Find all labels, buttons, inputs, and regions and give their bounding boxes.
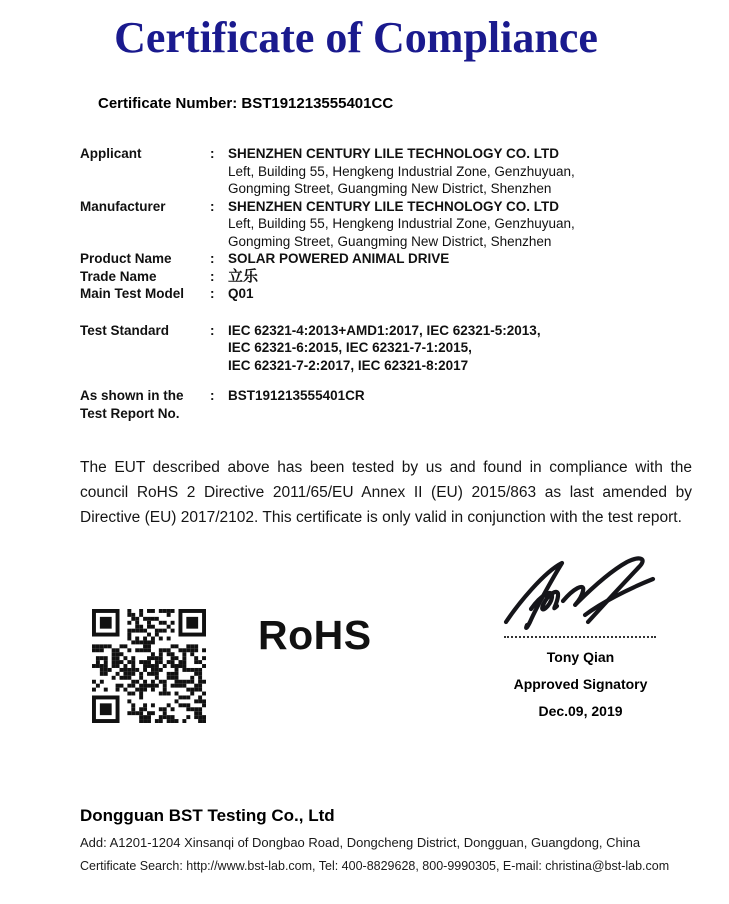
trade-name-value: 立乐	[228, 267, 259, 285]
trade-name-label: Trade Name	[80, 268, 157, 284]
compliance-statement: The EUT described above has been tested by us and found in compliance with the council RoHS 2 Directive 2011/65/EU Annex II (EU) 2015/863 as last amended by Directive (EU) 2017/2102. This certificate is only valid in conjunction with the test report.	[80, 459, 692, 526]
signature-block	[488, 556, 673, 725]
spacer	[80, 303, 660, 322]
applicant-name: SHENZHEN CENTURY LILE TECHNOLOGY CO. LTD	[228, 146, 560, 161]
qr-code-graphic	[92, 607, 206, 725]
field-colon: :	[210, 251, 215, 266]
applicant-label: Applicant	[80, 146, 142, 161]
manufacturer-address-line2: Gongming Street, Guangming New District, Shenzhen	[228, 233, 552, 249]
field-row-applicant	[80, 145, 660, 198]
manufacturer-name: SHENZHEN CENTURY LILE TECHNOLOGY CO. LTD	[228, 198, 560, 214]
field-row-test-standard	[80, 322, 660, 375]
page-title: Certificate of Compliance	[114, 13, 598, 62]
applicant-value	[228, 145, 660, 198]
certificate-fields	[80, 145, 660, 422]
field-row-product-name	[80, 250, 660, 268]
test-report-value: BST191213555401CR	[228, 388, 365, 403]
rohs-mark: RoHS	[258, 612, 372, 658]
test-standard-value	[228, 322, 660, 375]
field-row-test-report	[80, 387, 660, 422]
field-colon: :	[210, 286, 215, 301]
manufacturer-value	[228, 198, 660, 251]
signatory-title: Approved Signatory	[513, 676, 648, 692]
certificate-number-label: Certificate Number:	[98, 95, 238, 112]
signatory-name: Tony Qian	[546, 649, 615, 665]
test-standard-line2: IEC 62321-6:2015, IEC 62321-7-1:2015,	[228, 340, 472, 355]
spacer	[80, 374, 660, 387]
test-report-label: As shown in the Test Report No.	[80, 388, 184, 421]
field-row-trade-name	[80, 268, 660, 286]
handwritten-signature-icon	[500, 556, 660, 634]
main-test-model-value: Q01	[228, 286, 254, 301]
signature-dotted-line	[504, 636, 656, 638]
product-name-label: Product Name	[80, 251, 172, 266]
lab-address: Add: A1201-1204 Xinsanqi of Dongbao Road, Dongcheng District, Dongguan, Guangdong, China	[80, 835, 641, 850]
test-standard-line3: IEC 62321-7-2:2017, IEC 62321-8:2017	[228, 357, 469, 373]
field-row-manufacturer	[80, 198, 660, 251]
applicant-address-line1: Left, Building 55, Hengkeng Industrial Zone, Genzhuyuan,	[228, 163, 575, 179]
field-colon: :	[210, 146, 215, 161]
manufacturer-label: Manufacturer	[80, 198, 166, 214]
manufacturer-address-line1: Left, Building 55, Hengkeng Industrial Zone, Genzhuyuan,	[228, 216, 575, 231]
lab-contact-line: Certificate Search: http://www.bst-lab.com, Tel: 400-8829628, 800-9990305, E-mail: christina@bst-lab.com	[80, 859, 670, 873]
applicant-address-line2: Gongming Street, Guangming New District, Shenzhen	[228, 181, 552, 196]
certificate-number	[98, 95, 393, 112]
product-name-value: SOLAR POWERED ANIMAL DRIVE	[228, 251, 450, 266]
certificate-number-value: BST191213555401CC	[241, 95, 394, 112]
qr-code	[92, 607, 206, 725]
field-row-main-test-model	[80, 285, 660, 303]
test-standard-line1: IEC 62321-4:2013+AMD1:2017, IEC 62321-5:2013,	[228, 322, 541, 338]
field-colon: :	[210, 322, 215, 338]
lab-company-name: Dongguan BST Testing Co., Ltd	[80, 806, 335, 825]
signature-date: Dec.09, 2019	[538, 703, 623, 719]
field-colon: :	[210, 388, 215, 403]
field-colon: :	[210, 268, 215, 284]
main-test-model-label: Main Test Model	[80, 286, 185, 301]
test-standard-label: Test Standard	[80, 322, 170, 338]
field-colon: :	[210, 198, 215, 214]
